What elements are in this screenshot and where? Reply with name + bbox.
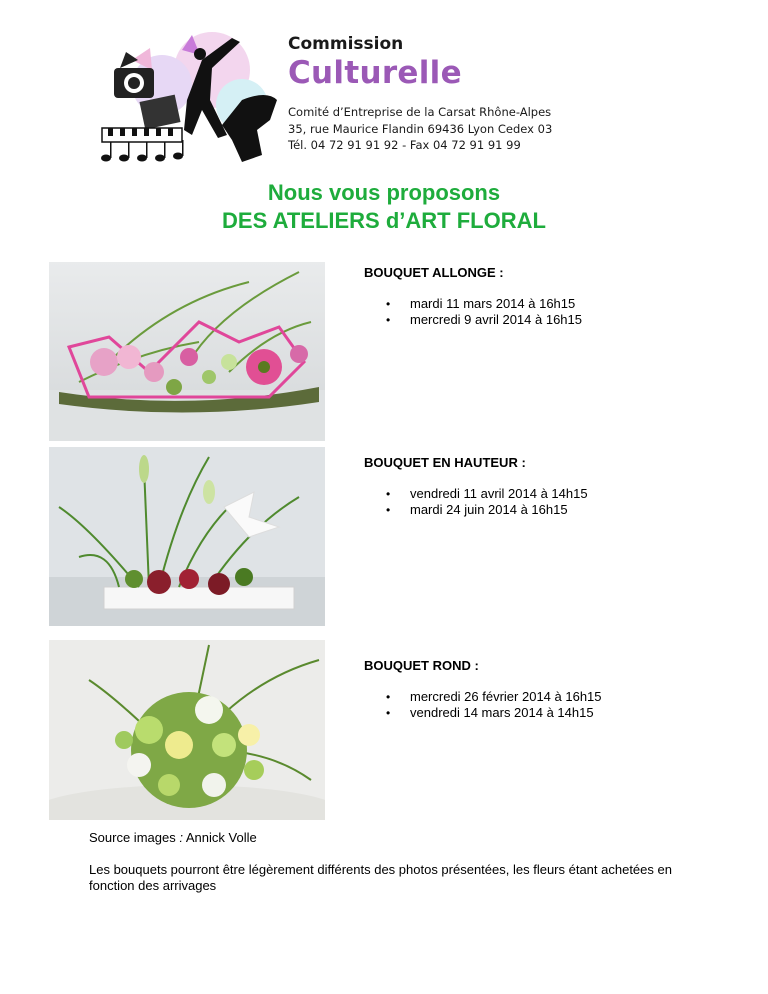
photo-bouquet-rond bbox=[49, 640, 325, 820]
session-date: • mercredi 9 avril 2014 à 16h15 bbox=[364, 312, 744, 328]
source-author: Annick Volle bbox=[185, 830, 257, 845]
session-date: • vendredi 11 avril 2014 à 14h15 bbox=[364, 486, 744, 502]
org-culturelle: Culturelle bbox=[288, 55, 462, 91]
session-bouquet-allonge bbox=[364, 265, 744, 328]
session-date: • mardi 11 mars 2014 à 16h15 bbox=[364, 296, 744, 312]
session-bouquet-rond bbox=[364, 658, 744, 721]
source-colon: : bbox=[179, 830, 183, 845]
address-line: Tél. 04 72 91 91 92 - Fax 04 72 91 91 99 bbox=[288, 138, 521, 152]
session-bouquet-en-hauteur bbox=[364, 455, 744, 518]
image-source-credit bbox=[89, 830, 257, 845]
disclaimer-note: Les bouquets pourront être légèrement différents des photos présentées, les fleurs étant achetées en fonction des arrivages bbox=[89, 862, 672, 893]
culture-logo-illustration bbox=[92, 30, 282, 170]
session-title: BOUQUET EN HAUTEUR : bbox=[364, 455, 526, 470]
organization-block bbox=[288, 34, 552, 154]
org-address bbox=[288, 104, 552, 154]
session-date: • vendredi 14 mars 2014 à 14h15 bbox=[364, 705, 744, 721]
session-dates bbox=[364, 296, 744, 328]
org-commission: Commission bbox=[288, 34, 404, 54]
session-dates bbox=[364, 689, 744, 721]
headline-line-2: DES ATELIERS d’ART FLORAL bbox=[222, 208, 546, 233]
photo-bouquet-en-hauteur bbox=[49, 447, 325, 626]
session-date: • mercredi 26 février 2014 à 16h15 bbox=[364, 689, 744, 705]
source-label: Source images bbox=[89, 830, 176, 845]
session-title: BOUQUET ALLONGE : bbox=[364, 265, 504, 280]
photo-bouquet-allonge bbox=[49, 262, 325, 441]
headline-line-1: Nous vous proposons bbox=[267, 180, 501, 205]
session-date: • mardi 24 juin 2014 à 16h15 bbox=[364, 502, 744, 518]
address-line: 35, rue Maurice Flandin 69436 Lyon Cedex 03 bbox=[288, 121, 553, 136]
session-title: BOUQUET ROND : bbox=[364, 658, 479, 673]
address-line: Comité d’Entreprise de la Carsat Rhône-Alpes bbox=[288, 105, 552, 119]
session-dates bbox=[364, 486, 744, 518]
